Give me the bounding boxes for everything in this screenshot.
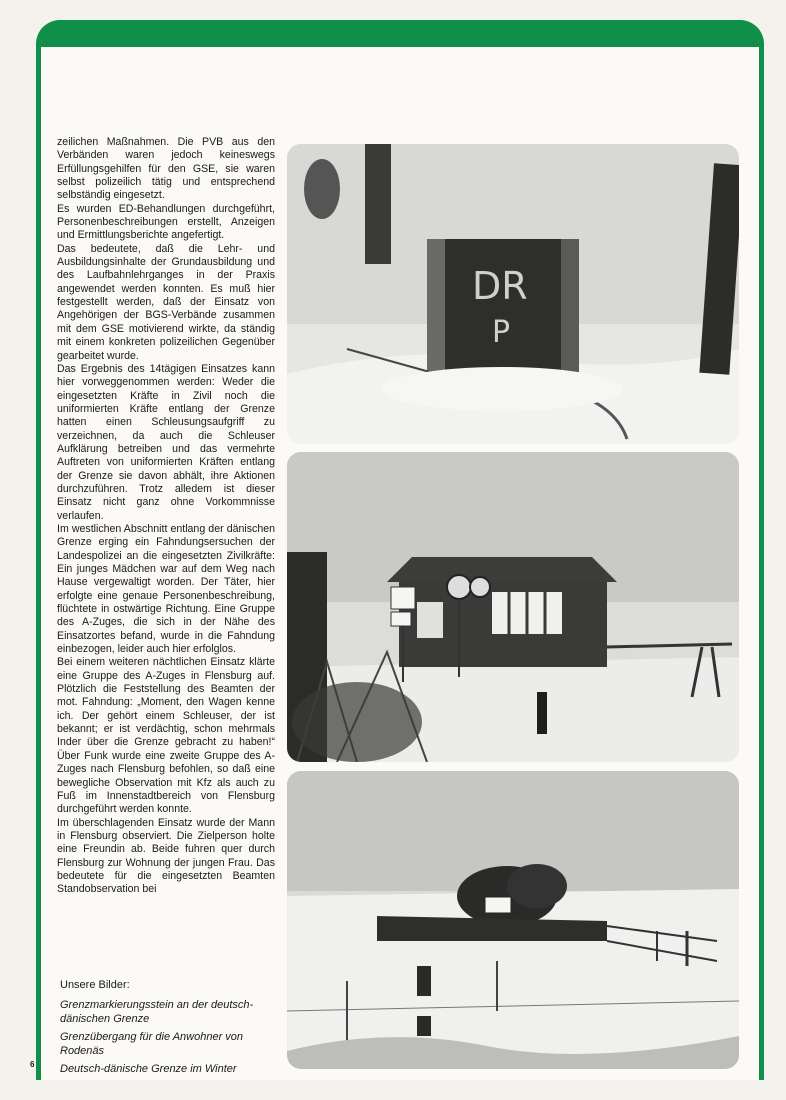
paragraph-7: Im überschlagenden Einsatz wurde der Mann in Flensburg observiert. Die Zielperson holte eine Freundin ab. Beide fuhren quer durch Flensburg zur Wohnung der jungen Frau. Das bedeutete für die eingesetzten Beamten Standobservation bei [57, 816, 275, 896]
photo-border-crossing-image [287, 452, 739, 762]
photo-border-winter-image [287, 771, 739, 1069]
paragraph-4: Das Ergebnis des 14tägigen Einsatzes kann hier vorweggenommen werden: Weder die eingesetzten Kräfte in Zivil noch die uniformierten Kräfte entlang der Grenze hatten einen Schleusungsaufgriff zu verzeichnen, da auch die Schleuser Aufklärung betreiben und das vermehrte Auftreten von uniformierten Kräften entlang der Grenze sie davon abhält, ihre Aktionen durchzuführen. Trotz alledem ist dieser Einsatz nicht ganz ohne Vorkommnisse verlaufen. [57, 362, 275, 522]
page-number: 6 [30, 1060, 35, 1069]
photo-border-winter [287, 771, 739, 1069]
article-text-column [57, 136, 275, 897]
photo-captions [60, 978, 280, 1080]
stone-text-2: P [492, 315, 511, 350]
paragraph-5: Im westlichen Abschnitt entlang der dänischen Grenze erging ein Fahndungsersuchen der Landespolizei an die eingesetzten Zivilkräfte: Ein junges Mädchen war auf dem Weg nach Hause vergewaltigt worden. Der Täter, hier erfolgte eine genaue Personenbeschreibung, flüchtete in ostwärtige Richtung. Eine Gruppe des A-Zuges, die sich in der Nähe des Einsatzortes befand, wurde in die Fahndung einbezogen, leider auch hier erfolglos. [57, 522, 275, 656]
paragraph-2: Es wurden ED-Behandlungen durchgeführt, Personenbeschreibungen erstellt, Anzeigen und Ermittlungsberichte angefertigt. [57, 202, 275, 242]
paragraph-6: Bei einem weiteren nächtlichen Einsatz klärte eine Gruppe des A-Zuges in Flensburg auf. Plötzlich die Feststellung des Beamten der mot. Fahndung: „Moment, den Wagen kenne ich. Der gehört einem Schleuser, der ist bekannt; er ist verdächtig, schon mehrmals Inder über die Grenze gebracht zu haben!“ Über Funk wurde eine zweite Gruppe des A-Zuges nach Flensburg befohlen, so daß eine bewegliche Observation mit Kfz als auch zu Fuß im Innenstadtbereich von Flensburg durchgeführt werden konnte. [57, 656, 275, 816]
paragraph-1: zeilichen Maßnahmen. Die PVB aus den Verbänden waren jedoch keineswegs Erfüllungsgehilfen für den GSE, sie waren selbst polizeilich tätig und entsprechend selbständig eingesetzt. [57, 136, 275, 202]
captions-heading: Unsere Bilder: [60, 979, 130, 991]
photo-border-crossing [287, 452, 739, 762]
photo-border-stone-image [287, 144, 739, 444]
caption-1: Grenzmarkierungsstein an der deutsch-dänischen Grenze [60, 999, 254, 1025]
green-header-band [41, 25, 759, 47]
caption-3: Deutsch-dänische Grenze im Winter [60, 1063, 237, 1075]
stone-text-1: DR [472, 264, 528, 308]
photo-border-stone [287, 144, 739, 444]
paragraph-3: Das bedeutete, daß die Lehr- und Ausbildungsinhalte der Grundausbildung und des Laufbahnlehrganges in der Praxis angewendet werden konnten. Es muß hier festgestellt werden, daß der Einsatz von Angehörigen der BGS-Verbände zusammen mit dem GSE motivierend wirkte, da ständig mit einem konkreten polizeilichen Gegenüber gearbeitet wurde. [57, 242, 275, 362]
caption-2: Grenzübergang für die Anwohner von Rodenäs [60, 1031, 244, 1057]
